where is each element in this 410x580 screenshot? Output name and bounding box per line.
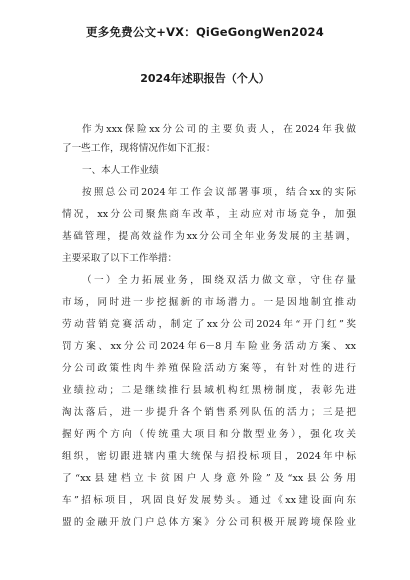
paragraph-line: 情况，xx分公司聚焦商车改革，主动应对市场竞争，加强	[62, 209, 356, 220]
paragraph-line: 了一些工作，现将情况作如下汇报：	[62, 143, 216, 154]
paragraph-line: 基础管理，提高效益作为xx分公司全年业务发展的主基调，	[62, 231, 356, 242]
header-banner: 更多免费公文+VX：QiGeGongWen2024	[86, 25, 324, 39]
paragraph-line: 劳动营销竞赛活动，制定了xx分公司2024年“开门红”奖	[62, 319, 356, 330]
paragraph-line: 淘汰落后，进一步提升各个销售系列队伍的活力；三是把	[62, 407, 356, 418]
report-title: 2024年述职报告（个人）	[140, 72, 270, 85]
paragraph-line: 分公司政策性肉牛养殖保险活动方案等，有针对性的进行	[62, 363, 356, 374]
section-heading: 一、本人工作业绩	[82, 165, 159, 176]
paragraph-line: 组织，密切跟进辖内重大统保与招投标项目，2024年中标	[62, 451, 356, 462]
paragraph-line: 作为xxx保险xx分公司的主要负责人，在2024年我做	[82, 124, 356, 135]
paragraph-line: 盟的金融开放门户总体方案》分公司积极开展跨境保险业	[62, 517, 356, 528]
paragraph-line: 车”招标项目，巩固良好发展势头。通过《xx建设面向东	[62, 495, 356, 506]
paragraph-line: 主要采取了以下工作举措：	[62, 253, 178, 264]
paragraph-line: 业绩拉动；二是继续推行县域机构红黑榜制度，表彰先进	[62, 385, 356, 396]
paragraph-line: 按照总公司2024年工作会议部署事项，结合xx的实际	[82, 187, 356, 198]
paragraph-line: 握好两个方向（传统重大项目和分散型业务），强化攻关	[62, 429, 356, 440]
paragraph-line: 了“xx县建档立卡贫困户人身意外险”及“xx县公务用	[62, 473, 356, 484]
paragraph-line: 罚方案、xx分公司2024年6－8月车险业务活动方案、xx	[62, 341, 356, 352]
paragraph-line: （一）全力拓展业务，围绕双活力做文章，守住存量	[82, 275, 356, 286]
paragraph-line: 市场，同时进一步挖掘新的市场潜力。一是因地制宜推动	[62, 297, 356, 308]
